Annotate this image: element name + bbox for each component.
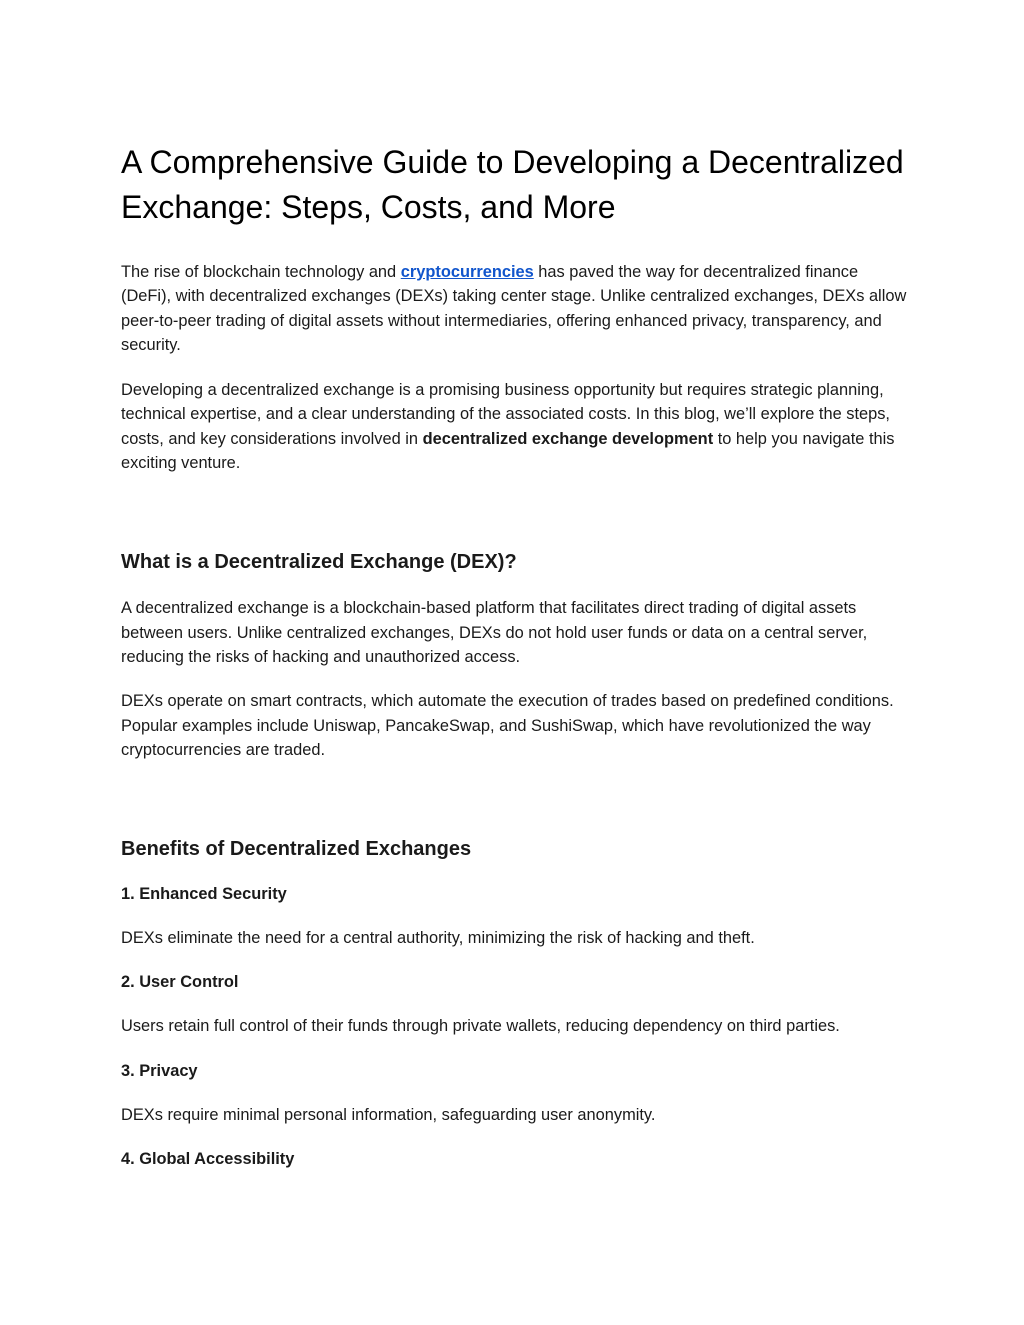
benefit-title: 3. Privacy [121,1061,198,1080]
benefit-title: 4. Global Accessibility [121,1150,295,1169]
page-title: A Comprehensive Guide to Developing a Decentralized Exchange: Steps, Costs, and More [121,144,904,225]
what-is-paragraph-1: A decentralized exchange is a blockchain-based platform that facilitates direct trading of digital assets between users. Unlike centralized exchanges, DEXs do not hold user funds or data on a central server, reducing the risks of hacking and unauthorized access. [121,599,868,666]
benefit-title: 2. User Control [121,973,239,992]
intro-text: to help you navigate this exciting venture. [121,429,895,473]
document-page [121,140,911,1171]
intro-text: has paved the way for decentralized finance (DeFi), with decentralized exchanges (DEXs) taking center stage. Unlike centralized exchanges, DEXs allow peer-to-peer trading of digital assets without intermediaries, offering enhanced privacy, transparency, and security. [121,263,907,354]
section-heading-what-is: What is a Decentralized Exchange (DEX)? [121,551,517,574]
intro-paragraph-1 [121,260,911,357]
cryptocurrencies-link[interactable]: cryptocurrencies [400,263,534,281]
intro-text: The rise of blockchain technology and [121,263,401,281]
bold-phrase: decentralized exchange development [422,429,714,448]
benefit-text: DEXs require minimal personal information, safeguarding user anonymity. [121,1105,656,1124]
what-is-paragraph-2: DEXs operate on smart contracts, which automate the execution of trades based on predefined conditions. Popular examples include Uniswap, PancakeSwap, and SushiSwap, which have revolutionized the way cryptocurrencies are traded. [121,692,894,759]
benefit-text: DEXs eliminate the need for a central authority, minimizing the risk of hacking and theft. [121,929,755,948]
intro-paragraph-2 [121,378,911,475]
benefit-title: 1. Enhanced Security [121,885,287,904]
benefit-text: Users retain full control of their funds through private wallets, reducing dependency on third parties. [121,1017,840,1036]
section-heading-benefits: Benefits of Decentralized Exchanges [121,838,472,861]
intro-text: Developing a decentralized exchange is a promising business opportunity but requires strategic planning, technical expertise, and a clear understanding of the associated costs. In this blog, we’ll explore the steps, costs, and key considerations involved in [121,381,890,448]
